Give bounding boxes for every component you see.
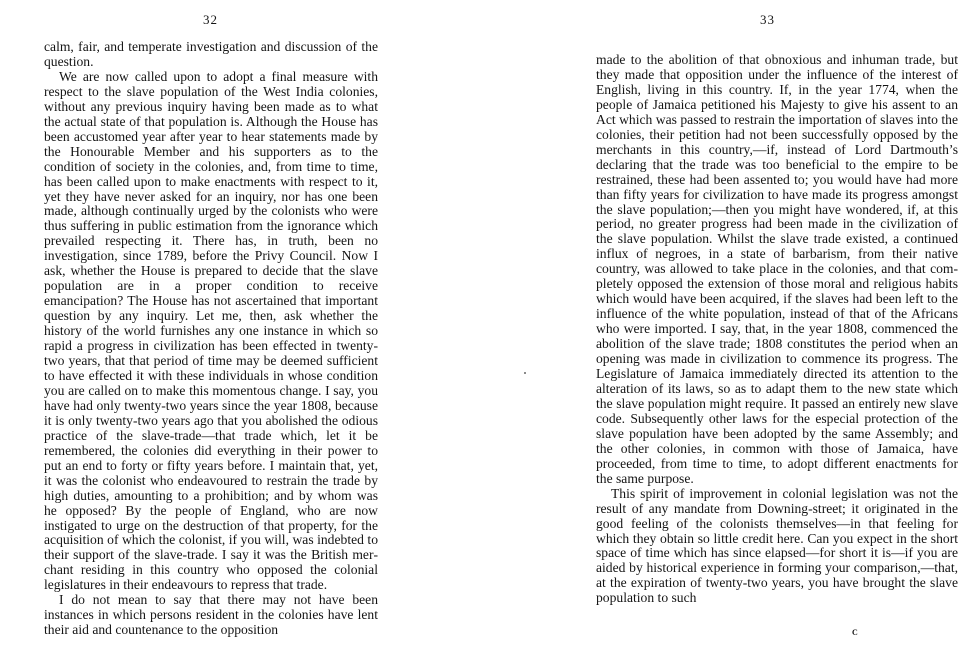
paragraph: I do not mean to say that there may not have been instances in which persons resident in the colonies have lent their aid and countenance to the opposition — [44, 592, 378, 638]
paragraph: calm, fair, and temperate investigation and discussion of the question. — [44, 39, 378, 69]
paragraph: made to the abolition of that obnoxious and inhuman trade, but they made that opposition under the influence of the interest of English, living in this country. If, in the year 1774, when the people of Jamaica petitioned his Majesty to give his assent to an Act which was passed to restrain the importation of slaves into the colonies, their petition had not been successfully opposed by the merchants in this country,—if, instead of Lord Dartmouth’s declaring that the trade was too beneficial to the empire to be restrained, these had been assented to; you would have had more than fifty years for civilization to have made its progress amongst the slave population;—then you might have wondered, if, at this period, no greater progress had been made in the civilization of the slave population. Whilst the slave trade existed, a continued influx of negroes, in a state of barbarism, from their native country, was allowed to take place in the colonies, and that completely opposed the extension of those moral and religious habits which would have been acquired, if the slaves had been left to the influence of the white population, instead of that of the Africans who were imported. I say, that, in the year 1808, commenced the abolition of the slave trade; 1808 constitutes the period when an opening was made in civilization to commence its progress. The Legislature of Jamaica immediately directed its attention to the alteration of its laws, so as to adapt them to the new state which the slave population might require. It passed an entirely new slave code. Subsequently other laws for the especial protection of the slave population have been adopted by the same Assembly; and the other colonies, in common with those of Jamaica, have proceeded, from time to time, to adopt different enactments for the same purpose. — [596, 52, 958, 486]
signature-mark: c — [852, 624, 858, 638]
paragraph: We are now called upon to adopt a final measure with respect to the slave population of the West India colonies, without any previous inquiry having been made as to what the actual state of that population is. Although the House has been accustomed year after year to hear statements made by the Honourable Member and his supporters as to the condition of society in the colonies, and, from time to time, has been called upon to make enactments with respect to it, yet they have never asked for an inquiry, nor has one been made, although continually urged by the colonists who were thus suffering in public estimation from the ignorance which prevailed respecting it. There has, in truth, been no investigation, since 1789, before the Privy Council. Now I ask, whether the House is prepared to decide that the slave population are in a proper condition to receive emancipation? The House has not ascertained that important question by any inquiry. Let me, then, ask whether the history of the world furnishes any one instance in which so rapid a progress in civilization has been effected in twenty-two years, that that period of time may be deemed sufficient to have effected it with these individuals in whose condition you are called on to make this momentous change. I say, you have had only twenty-two years since the year 1808, because it is only twenty-two years ago that you abolished the odious practice of the slave-trade—that trade which, let it be remembered, the colonies did everything in their power to put an end to forty or fifty years before. I maintain that, yet, it was the colonist who endeavoured to restrain the trade by high duties, amounting to a prohibition; and by whom was he opposed? By the people of England, who are now instigated to urge on the destruction of that property, for the acquisition of which the colonist, if you will, was indebted to their support of the slave-trade. I say it was the British merchant residing in this country who opposed the colonial legislatures in their endeavours to repress that trade. — [44, 68, 378, 593]
page-number-right: 33 — [760, 12, 775, 27]
right-page-text — [596, 53, 958, 606]
left-page-text — [44, 40, 378, 638]
page-number-left: 32 — [203, 12, 218, 27]
right-page — [490, 0, 980, 666]
paragraph: This spirit of improvement in colonial legislation was not the result of any mandate from Downing-street; it originated in the good feeling of the colonists themselves—in that feeling for which they obtain so little credit here. Can you expect in the short space of time which has since elapsed—for short it is—if you are aided by historical experience in forming your comparison,—that, at the expiration of twenty-two years, you have brought the slave population to such — [596, 485, 958, 606]
